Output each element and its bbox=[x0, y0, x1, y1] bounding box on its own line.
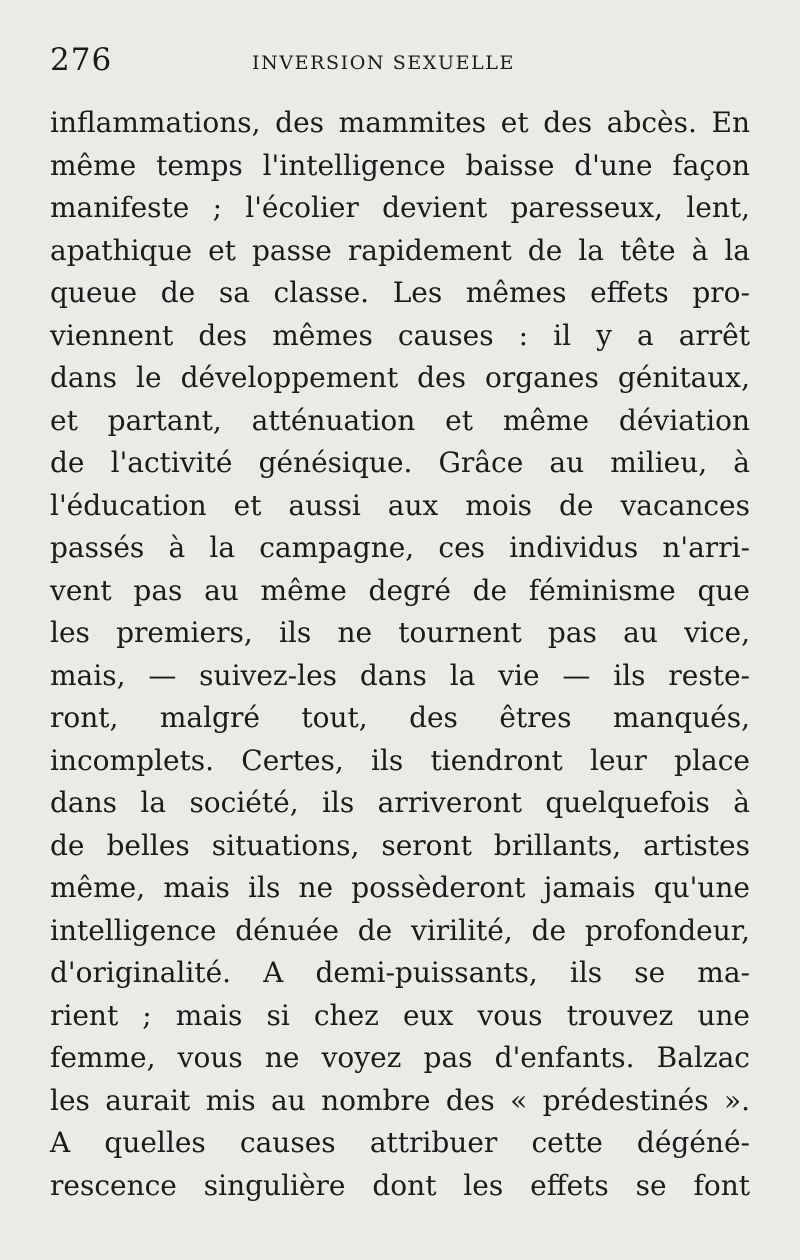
text-line: rescence singulière dont les effets se font bbox=[50, 1168, 750, 1202]
text-line: de l'activité génésique. Grâce au milieu, à bbox=[50, 446, 750, 479]
text-line: et partant, atténuation et même déviation bbox=[50, 403, 750, 437]
running-title: INVERSION SEXUELLE bbox=[252, 52, 515, 74]
text-line: l'éducation et aussi aux mois de vacances bbox=[50, 488, 750, 522]
text-line: rient ; mais si chez eux vous trouvez une bbox=[50, 998, 750, 1032]
text-line: passés à la campagne, ces individus n'arri- bbox=[50, 531, 750, 564]
text-line: manifeste ; l'écolier devient paresseux, lent, bbox=[50, 191, 750, 224]
running-head bbox=[50, 40, 750, 80]
body-text bbox=[50, 102, 750, 1207]
text-line: queue de sa classe. Les mêmes effets pro- bbox=[50, 276, 750, 309]
text-line: d'originalité. A demi-puissants, ils se ma- bbox=[50, 956, 750, 989]
text-line: les aurait mis au nombre des « prédestinés ». bbox=[50, 1083, 750, 1117]
text-line: dans le développement des organes génitaux, bbox=[50, 361, 750, 394]
text-line: même temps l'intelligence baisse d'une façon bbox=[50, 148, 750, 182]
text-line: mais, — suivez-les dans la vie — ils reste- bbox=[50, 658, 750, 692]
text-line: viennent des mêmes causes : il y a arrêt bbox=[50, 318, 750, 352]
text-line: dans la société, ils arriveront quelquefois à bbox=[50, 786, 750, 819]
text-line: incomplets. Certes, ils tiendront leur place bbox=[50, 743, 750, 777]
text-line: A quelles causes attribuer cette dégéné- bbox=[50, 1126, 750, 1159]
text-line: les premiers, ils ne tournent pas au vice, bbox=[50, 616, 750, 649]
text-line: femme, vous ne voyez pas d'enfants. Balzac bbox=[50, 1041, 750, 1074]
text-line: même, mais ils ne possèderont jamais qu'une bbox=[50, 871, 750, 904]
text-line: ront, malgré tout, des êtres manqués, bbox=[50, 701, 750, 734]
text-line: inflammations, des mammites et des abcès. En bbox=[50, 106, 750, 139]
text-line: de belles situations, seront brillants, artistes bbox=[50, 828, 750, 862]
text-line: intelligence dénuée de virilité, de profondeur, bbox=[50, 913, 750, 947]
text-line: vent pas au même degré de féminisme que bbox=[50, 573, 750, 607]
page-number: 276 bbox=[50, 42, 113, 78]
text-line: apathique et passe rapidement de la tête à la bbox=[50, 233, 750, 267]
